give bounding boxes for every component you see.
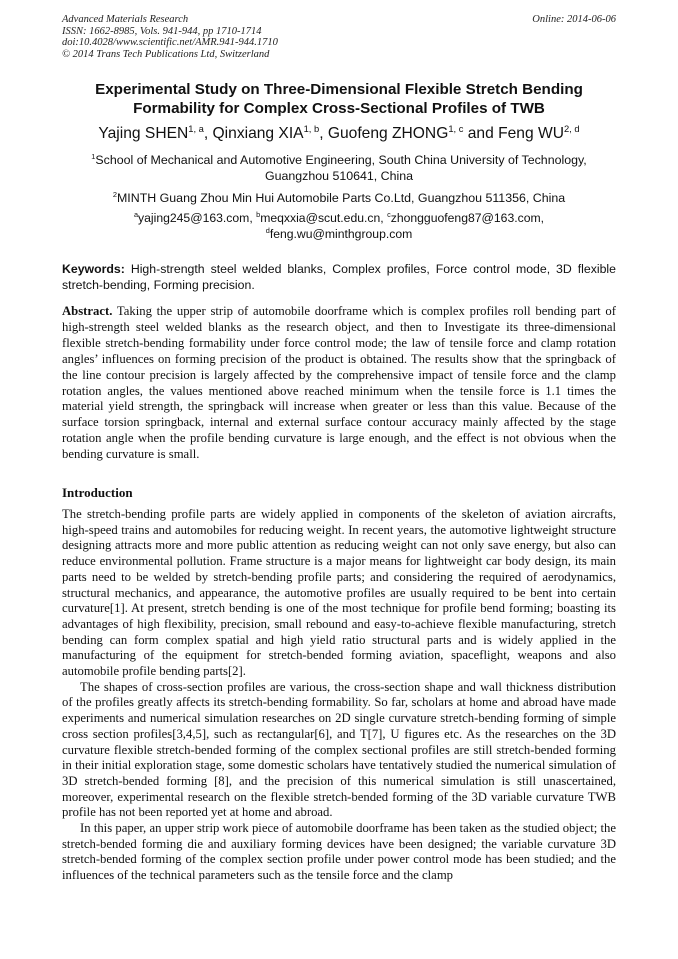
- author-separator: ,: [319, 125, 328, 142]
- author-separator: and: [463, 125, 499, 142]
- introduction-heading: Introduction: [62, 485, 133, 500]
- email-link[interactable]: meqxxia@scut.edu.cn,: [260, 211, 384, 225]
- email-link[interactable]: yajing245@163.com,: [138, 211, 253, 225]
- journal-name: Advanced Materials Research: [62, 14, 189, 25]
- body-paragraph: In this paper, an upper strip work piece of automobile doorframe has been taken as the studied object; the stretch-bended forming die and auxiliary forming devices have been designed; the variable curvature 3D stretch-bended forming of the complex section profile under power control mode has been studied; and the influences of the technical parameters such as the tensile force and the clamp: [62, 821, 616, 883]
- email-sup: a: [133, 209, 139, 219]
- abstract-label: Abstract.: [62, 304, 113, 318]
- body-paragraph: The shapes of cross-section profiles are various, the cross-section shape and wall thickness distribution of the profiles greatly affects its stretch-bending formability. So far, scholars at home and abroad have made experiments and numerical simulation researches on 2D single curvature stretch-bending forming of simple cross section profiles[3,4,5], such as rectangular[6], and T[7], U figures etc. As the researches on the 3D curvature flexible stretch-bended forming of the complex sectional profiles are still stretch-bended forming in their initial exploration stage, some domestic scholars have tentatively studied the numerical simulation of 3D stretch-bended forming [8], and the precision of this numerical simulation is still unascertained, moreover, experimental research on the flexible stretch-bended forming of the 3D variable curvature TWB profile has not been reported yet at home and abroad.: [62, 679, 616, 820]
- keywords-section: [62, 262, 616, 293]
- email-link[interactable]: zhongguofeng87@163.com,: [390, 211, 545, 225]
- author-sup: 1, c: [448, 123, 464, 134]
- paper-title: Experimental Study on Three-Dimensional Flexible Stretch Bending Formability for Complex Cross-Sectional Profiles of TWB: [95, 81, 583, 117]
- email-link[interactable]: feng.wu@minthgroup.com: [269, 227, 413, 241]
- affiliation-sup: 1: [91, 151, 96, 161]
- keywords-label: Keywords:: [62, 262, 125, 276]
- author-name: Guofeng ZHONG: [327, 125, 449, 142]
- journal-header: [62, 14, 616, 60]
- email-sup: c: [387, 209, 391, 219]
- affiliation-text: MINTH Guang Zhou Min Hui Automobile Parts Co.Ltd, Guangzhou 511356, China: [116, 191, 566, 205]
- author-name: Feng WU: [498, 125, 564, 142]
- doi-line: doi:10.4028/www.scientific.net/AMR.941-944.1710: [62, 37, 278, 49]
- affiliation-1: [62, 152, 616, 184]
- email-sup: d: [265, 225, 270, 235]
- author-sup: 2, d: [563, 123, 580, 134]
- body-paragraph: The stretch-bending profile parts are widely applied in components of the skeleton of aviation aircrafts, high-speed trains and automobiles for reducing weight. In recent years, the automotive lightweight structure designing attracts more and more public attention as reducing weight can not only save energy, but also can reduce environmental pollution. Frame structure is a major means for lightweight car body design, its main parts need to be welded by stretch-bending profile parts; and considering the required of aerodynamics, structural mechanics, and appearance, the automotive profiles are usually required to be bent into certain curvature[1]. At present, stretch bending is one of the most technique for profile bend forming; boasting its advantages of high flexibility, precision, small rebound and easy-to-achieve flexible manufacturing, stretch bending can form complex spatial and high yield ratio structural parts and is widely applied in the manufacturing of the equipment for stretch-bended forming aviation, spaceflight, weapons and also automobile profile bending parts[2].: [62, 507, 616, 679]
- keywords-text: High-strength steel welded blanks, Complex profiles, Force control mode, 3D flexible stretch-bending, Forming precision.: [62, 262, 616, 292]
- author-name: Yajing SHEN: [98, 125, 189, 142]
- email-list: [120, 210, 558, 242]
- author-separator: ,: [203, 125, 213, 142]
- affiliation-sup: 2: [112, 189, 117, 199]
- author-name: Qinxiang XIA: [212, 125, 304, 142]
- abstract-text: Taking the upper strip of automobile doorframe which is complex profiles roll bending part of high-strength steel welded blanks as the research object, and then to Investigate its three-dimensional flexible stretch-bending formability under force control mode; the law of tensile force and clamp rotation angles’ influences on forming precision of the product is obtained. The results show that the springback of the line contour precision is largely affected by the comprehensive impact of tensile force and the clamp rotation angles, the values mentioned above reached minimum when the tensile force is 1.1 times the material yield strength, the springback will increase when greater or less than this value. Because of the surface torsion springback, internal and external surface contour accuracy mainly affected by the stage rotation angle when the profile bending curvature is large enough, and the effect is not obvious when the bending curvature is small.: [62, 304, 616, 462]
- author-sup: 1, a: [188, 123, 204, 134]
- online-date: Online: 2014-06-06: [532, 14, 616, 25]
- introduction-body: [62, 507, 616, 884]
- copyright-line: © 2014 Trans Tech Publications Ltd, Switzerland: [62, 48, 270, 60]
- affiliation-2: [62, 190, 616, 206]
- abstract-section: [62, 304, 616, 463]
- email-sup: b: [256, 209, 261, 219]
- issn-line: ISSN: 1662-8985, Vols. 941-944, pp 1710-1714: [62, 25, 262, 37]
- author-list: [62, 124, 616, 144]
- author-sup: 1, b: [303, 123, 320, 134]
- affiliation-text: School of Mechanical and Automotive Engineering, South China University of Technology, Guangzhou 510641, China: [95, 153, 587, 183]
